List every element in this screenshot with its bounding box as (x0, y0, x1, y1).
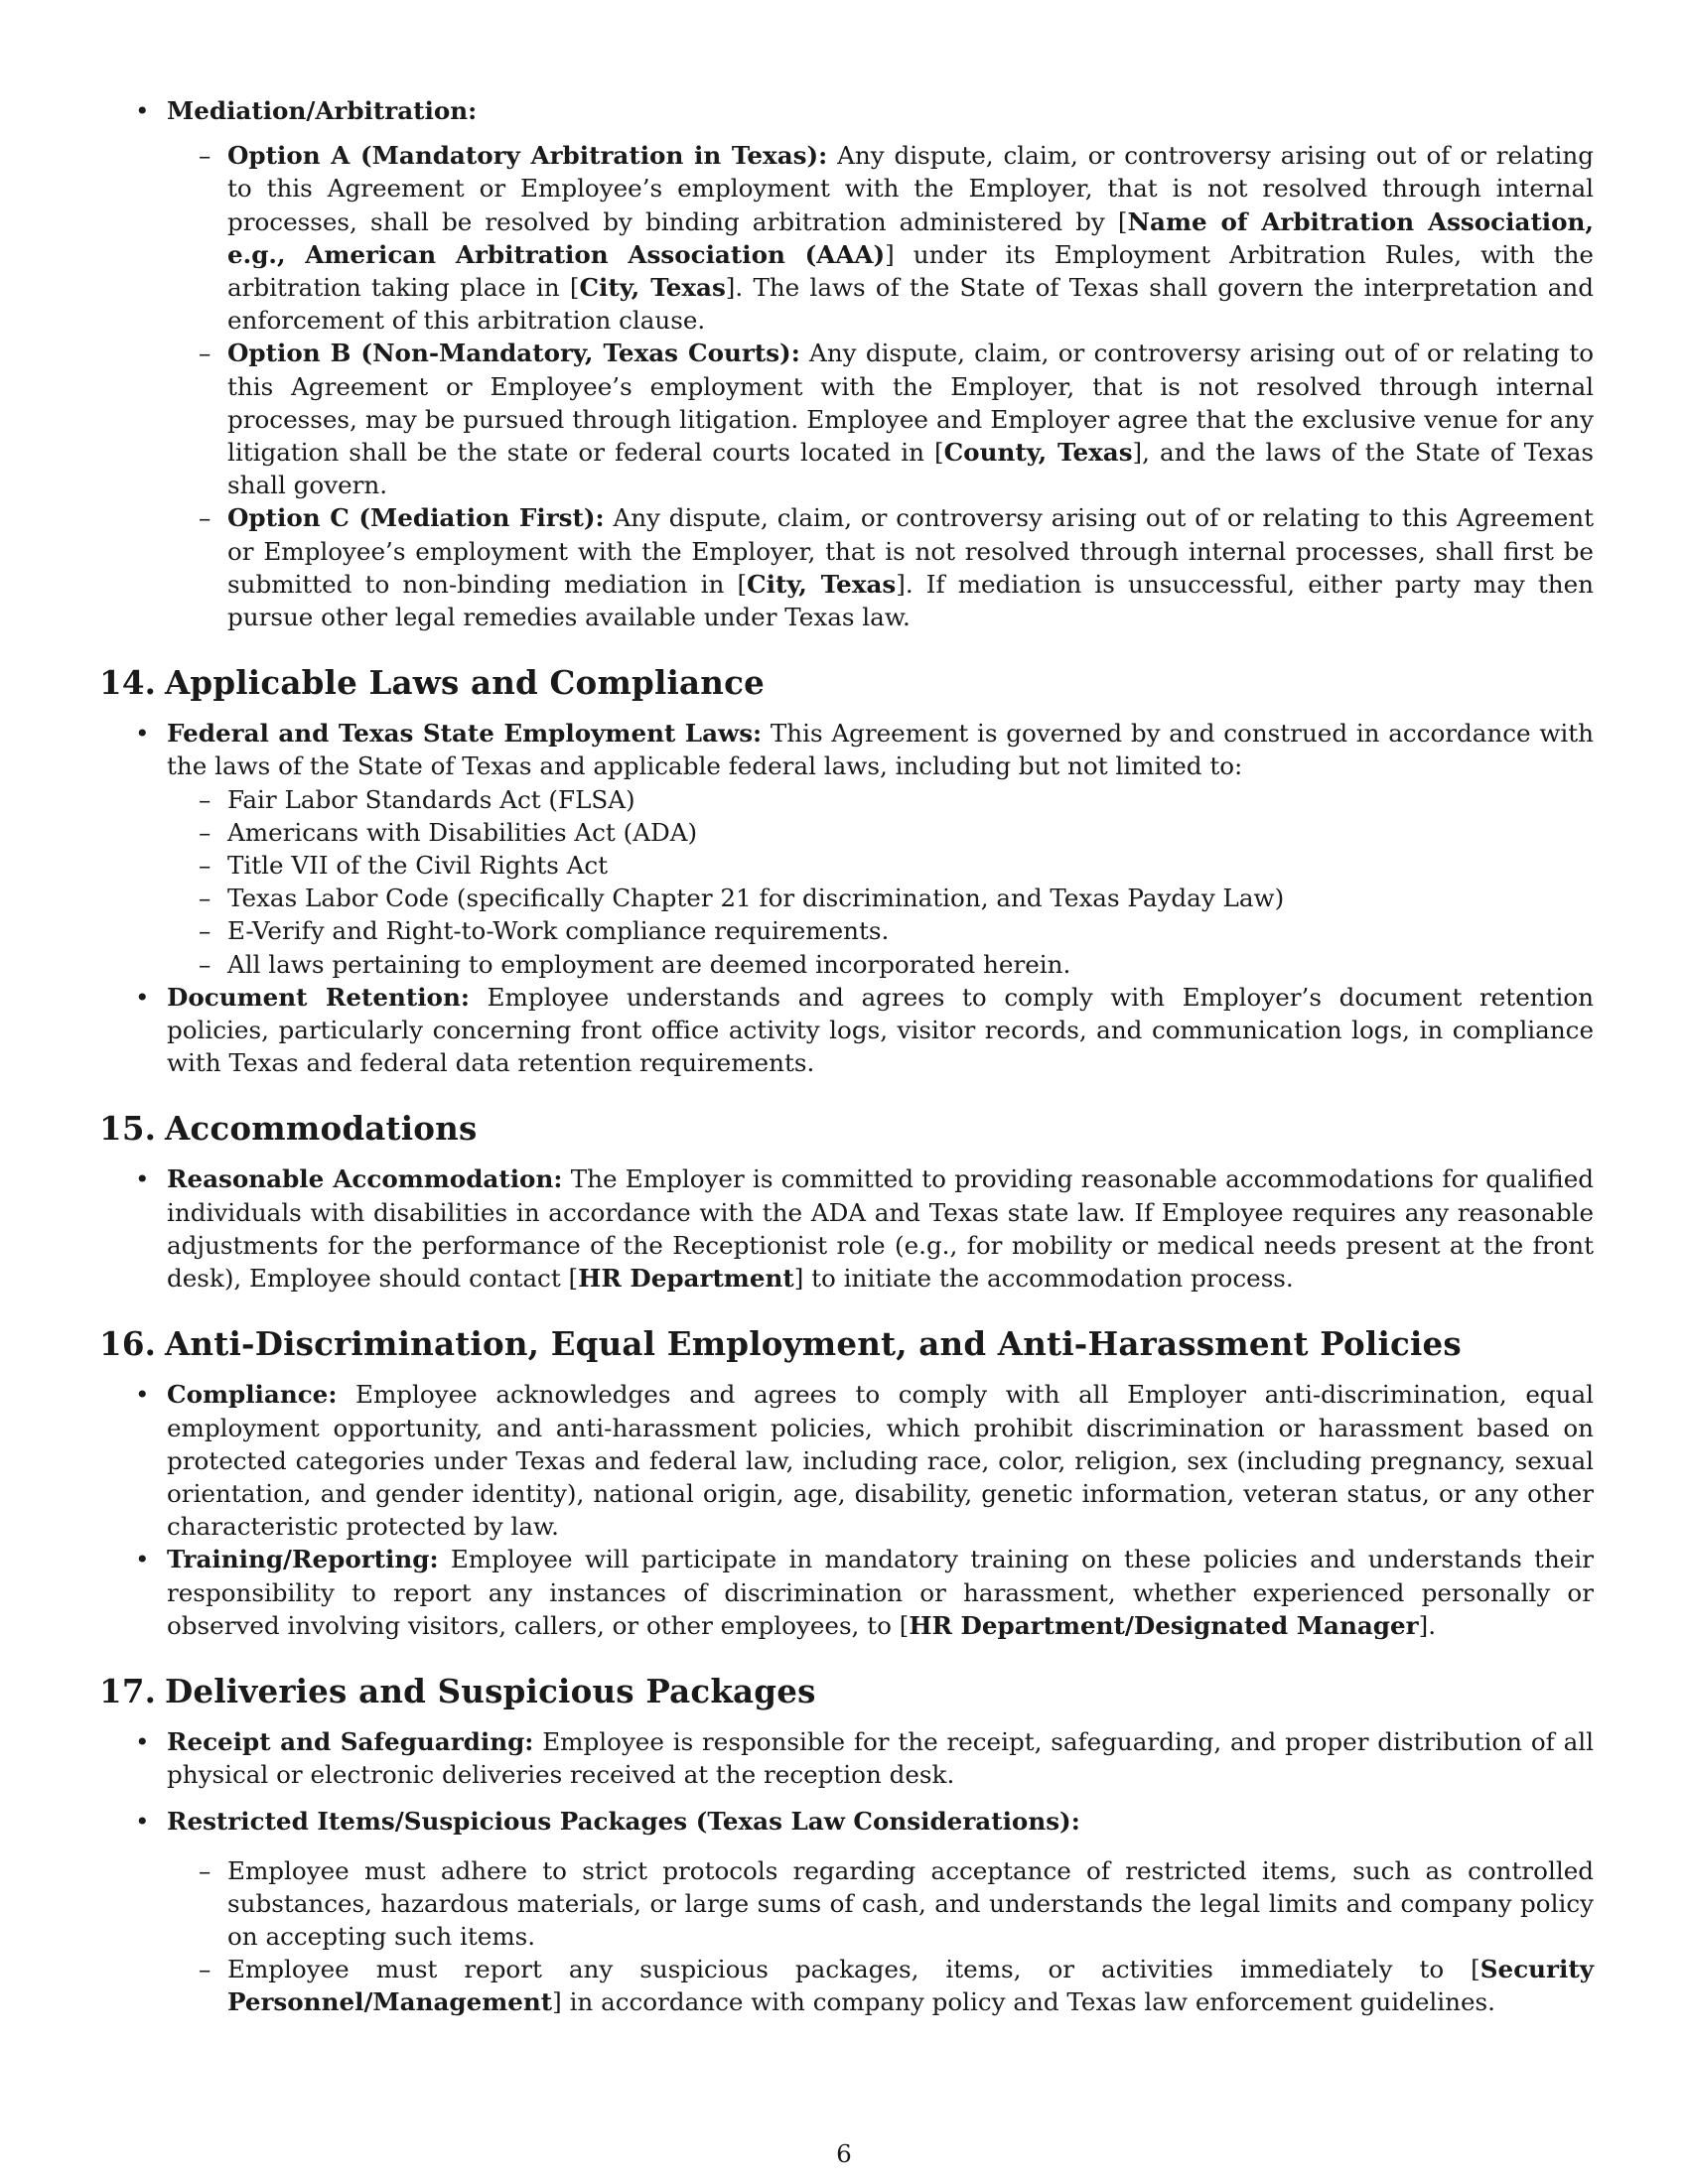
restricted-subitem: – Employee must adhere to strict protocols regarding acceptance of restricted items, such as controlled substances, hazardous materials, or large sums of cash, and understands the legal limits and company policy on accepting such items. (167, 1854, 1594, 1954)
option-b: – Option B (Non-Mandatory, Texas Courts): Any dispute, claim, or controversy arising out of or relating to this Agreement or Employee’s employment with the Employer, that is not resolved through internal processes, may be pursued through litigation. Employee and Employer agree that the exclusive venue for any litigation shall be the state or federal courts located in [County, Texas], and the laws of the State of Texas shall govern. (167, 337, 1594, 501)
compliance-item: • Compliance: Employee acknowledges and agrees to comply with all Employer anti-discrimination, equal employment opportunity, and anti-harassment policies, which prohibit discrimination or harassment based on protected categories under Texas and federal law, including race, color, religion, sex (including pregnancy, sexual orientation, and gender identity), national origin, age, disability, genetic information, veteran status, or any other characteristic protected by law. (99, 1378, 1594, 1543)
restricted-sublist (167, 1854, 1594, 2019)
mediation-heading: Mediation/Arbitration: (167, 96, 478, 125)
law-item: – Americans with Disabilities Act (ADA) (167, 816, 1594, 849)
section-heading: 15. Accommodations (99, 1109, 478, 1149)
section-14-list (99, 717, 1594, 1079)
law-item: – Title VII of the Civil Rights Act (167, 849, 1594, 882)
section-17-list (99, 1725, 1594, 2019)
option-a: – Option A (Mandatory Arbitration in Texas): Any dispute, claim, or controversy arising out of or relating to this Agreement or Employee’s employment with the Employer, that is not resolved through internal processes, shall be resolved by binding arbitration administered by [Name of Arbitration Association, e.g., American Arbitration Association (AAA)] under its Employment Arbitration Rules, with the arbitration taking place in [City, Texas]. The laws of the State of Texas shall govern the interpretation and enforcement of this arbitration clause. (167, 139, 1594, 337)
laws-sublist (167, 783, 1594, 981)
mediation-list (99, 94, 1594, 633)
section-heading: 16. Anti-Discrimination, Equal Employment, and Anti-Harassment Policies (99, 1324, 1462, 1364)
mediation-item (99, 94, 1594, 633)
training-item: • Training/Reporting: Employee will participate in mandatory training on these policies and understands their responsibility to report any instances of discrimination or harassment, whether experienced personally or observed involving visitors, callers, or other employees, to [HR Department/Designated Manager]. (99, 1543, 1594, 1642)
page-number: 6 (836, 2139, 852, 2168)
section-17 (99, 1672, 1594, 2019)
retention-item: • Document Retention: Employee understands and agrees to comply with Employer’s document retention policies, particularly concerning front office activity logs, visitor records, and communication logs, in compliance with Texas and federal data retention requirements. (99, 981, 1594, 1080)
restricted-subitem: – Employee must report any suspicious packages, items, or activities immediately to [Security Personnel/Management] in accordance with company policy and Texas law enforcement guidelines. (167, 1953, 1594, 2018)
section-14 (99, 663, 1594, 1079)
law-item: – Fair Labor Standards Act (FLSA) (167, 783, 1594, 816)
laws-item: • Federal and Texas State Employment Laws: This Agreement is governed by and construed in accordance with the laws of the State of Texas and applicable federal laws, including but not limited to: – Fair Labor Standards Act (FLSA) – Americans with Disabilities Act (ADA) – Title VII of the Civil Rights Act – Texas Labor Code (specifically Chapter 21 for discrimination, and Texas Payday Law) – E-Verify and Right-to-Work compliance requirements. – All laws pertaining to employment are deemed incorporated herein. (99, 717, 1594, 981)
section-16-list (99, 1378, 1594, 1642)
section-15 (99, 1109, 1594, 1295)
law-item: – E-Verify and Right-to-Work compliance requirements. (167, 914, 1594, 947)
section-heading: 14. Applicable Laws and Compliance (99, 663, 765, 703)
mediation-options (167, 139, 1594, 633)
option-c: – Option C (Mediation First): Any dispute, claim, or controversy arising out of or relating to this Agreement or Employee’s employment with the Employer, that is not resolved through internal processes, shall first be submitted to non-binding mediation in [City, Texas]. If mediation is unsuccessful, either party may then pursue other legal remedies available under Texas law. (167, 501, 1594, 633)
section-16 (99, 1324, 1594, 1642)
law-item: – Texas Labor Code (specifically Chapter 21 for discrimination, and Texas Payday Law) (167, 882, 1594, 914)
law-item: – All laws pertaining to employment are deemed incorporated herein. (167, 948, 1594, 981)
document-page (99, 94, 1594, 2019)
accommodation-item: • Reasonable Accommodation: The Employer is committed to providing reasonable accommodations for qualified individuals with disabilities in accordance with the ADA and Texas state law. If Employee requires any reasonable adjustments for the performance of the Receptionist role (e.g., for mobility or medical needs present at the front desk), Employee should contact [HR Department] to initiate the accommodation process. (99, 1162, 1594, 1295)
restricted-item: • Restricted Items/Suspicious Packages (Texas Law Considerations): – Employee must adhere to strict protocols regarding acceptance of restricted items, such as controlled substances, hazardous materials, or large sums of cash, and understands the legal limits and company policy on accepting such items. – Employee must report any suspicious packages, items, or activities immediately to [Security Personnel/Management] in accordance with company policy and Texas law enforcement guidelines. (99, 1805, 1594, 2018)
receipt-item: • Receipt and Safeguarding: Employee is responsible for the receipt, safeguarding, and proper distribution of all physical or electronic deliveries received at the reception desk. (99, 1725, 1594, 1791)
section-heading: 17. Deliveries and Suspicious Packages (99, 1671, 816, 1710)
section-15-list (99, 1162, 1594, 1295)
